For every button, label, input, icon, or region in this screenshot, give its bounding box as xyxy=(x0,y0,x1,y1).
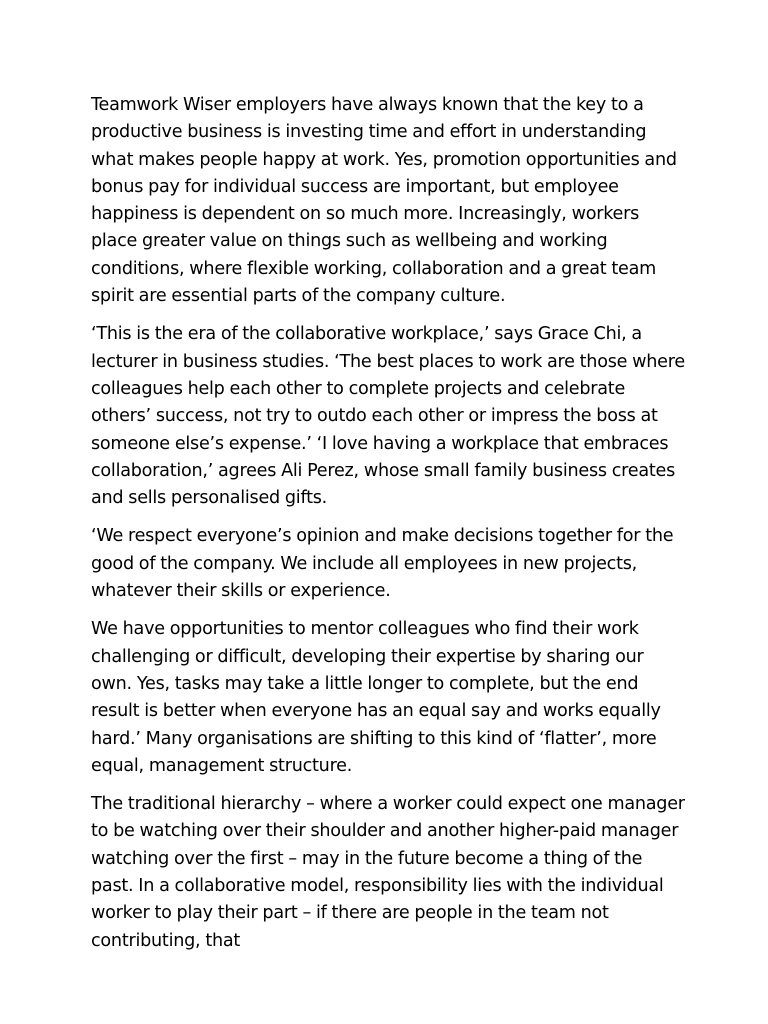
paragraph-mentor-colleagues: We have opportunities to mentor colleagues who find their work challenging or difficult, developing their expertise by sharing our own. Yes, tasks may take a little longer to complete, but the end result is better when everyone has an equal say and works equally hard.’ Many organisations are shifting to this kind of ‘flatter’, more equal, management structure. xyxy=(91,619,661,776)
paragraph-traditional-hierarchy: The traditional hierarchy – where a worker could expect one manager to be watching over their shoulder and another higher-paid manager watching over the first – may in the future become a thing of the past. In a collaborative model, responsibility lies with the individual worker to play their part – if there are people in the team not contributing, that xyxy=(91,794,685,951)
document-body xyxy=(91,92,687,966)
paragraph-intro: Teamwork Wiser employers have always known that the key to a productive business is investing time and effort in understanding what makes people happy at work. Yes, promotion opportunities and bonus pay for individual success are important, but employee happiness is dependent on so much more. Increasingly, workers place greater value on things such as wellbeing and working conditions, where flexible working, collaboration and a great team spirit are essential parts of the company culture. xyxy=(91,95,677,307)
paragraph-grace-chi-quote: ‘This is the era of the collaborative workplace,’ says Grace Chi, a lecturer in business studies. ‘The best places to work are those where colleagues help each other to complete projects and celebrate others’ success, not try to outdo each other or impress the boss at someone else’s expense.’ ‘I love having a workplace that embraces collaboration,’ agrees Ali Perez, whose small family business creates and sells personalised gifts. xyxy=(91,324,685,509)
paragraph-respect-opinion: ‘We respect everyone’s opinion and make decisions together for the good of the company. We include all employees in new projects, whatever their skills or experience. xyxy=(91,526,674,602)
